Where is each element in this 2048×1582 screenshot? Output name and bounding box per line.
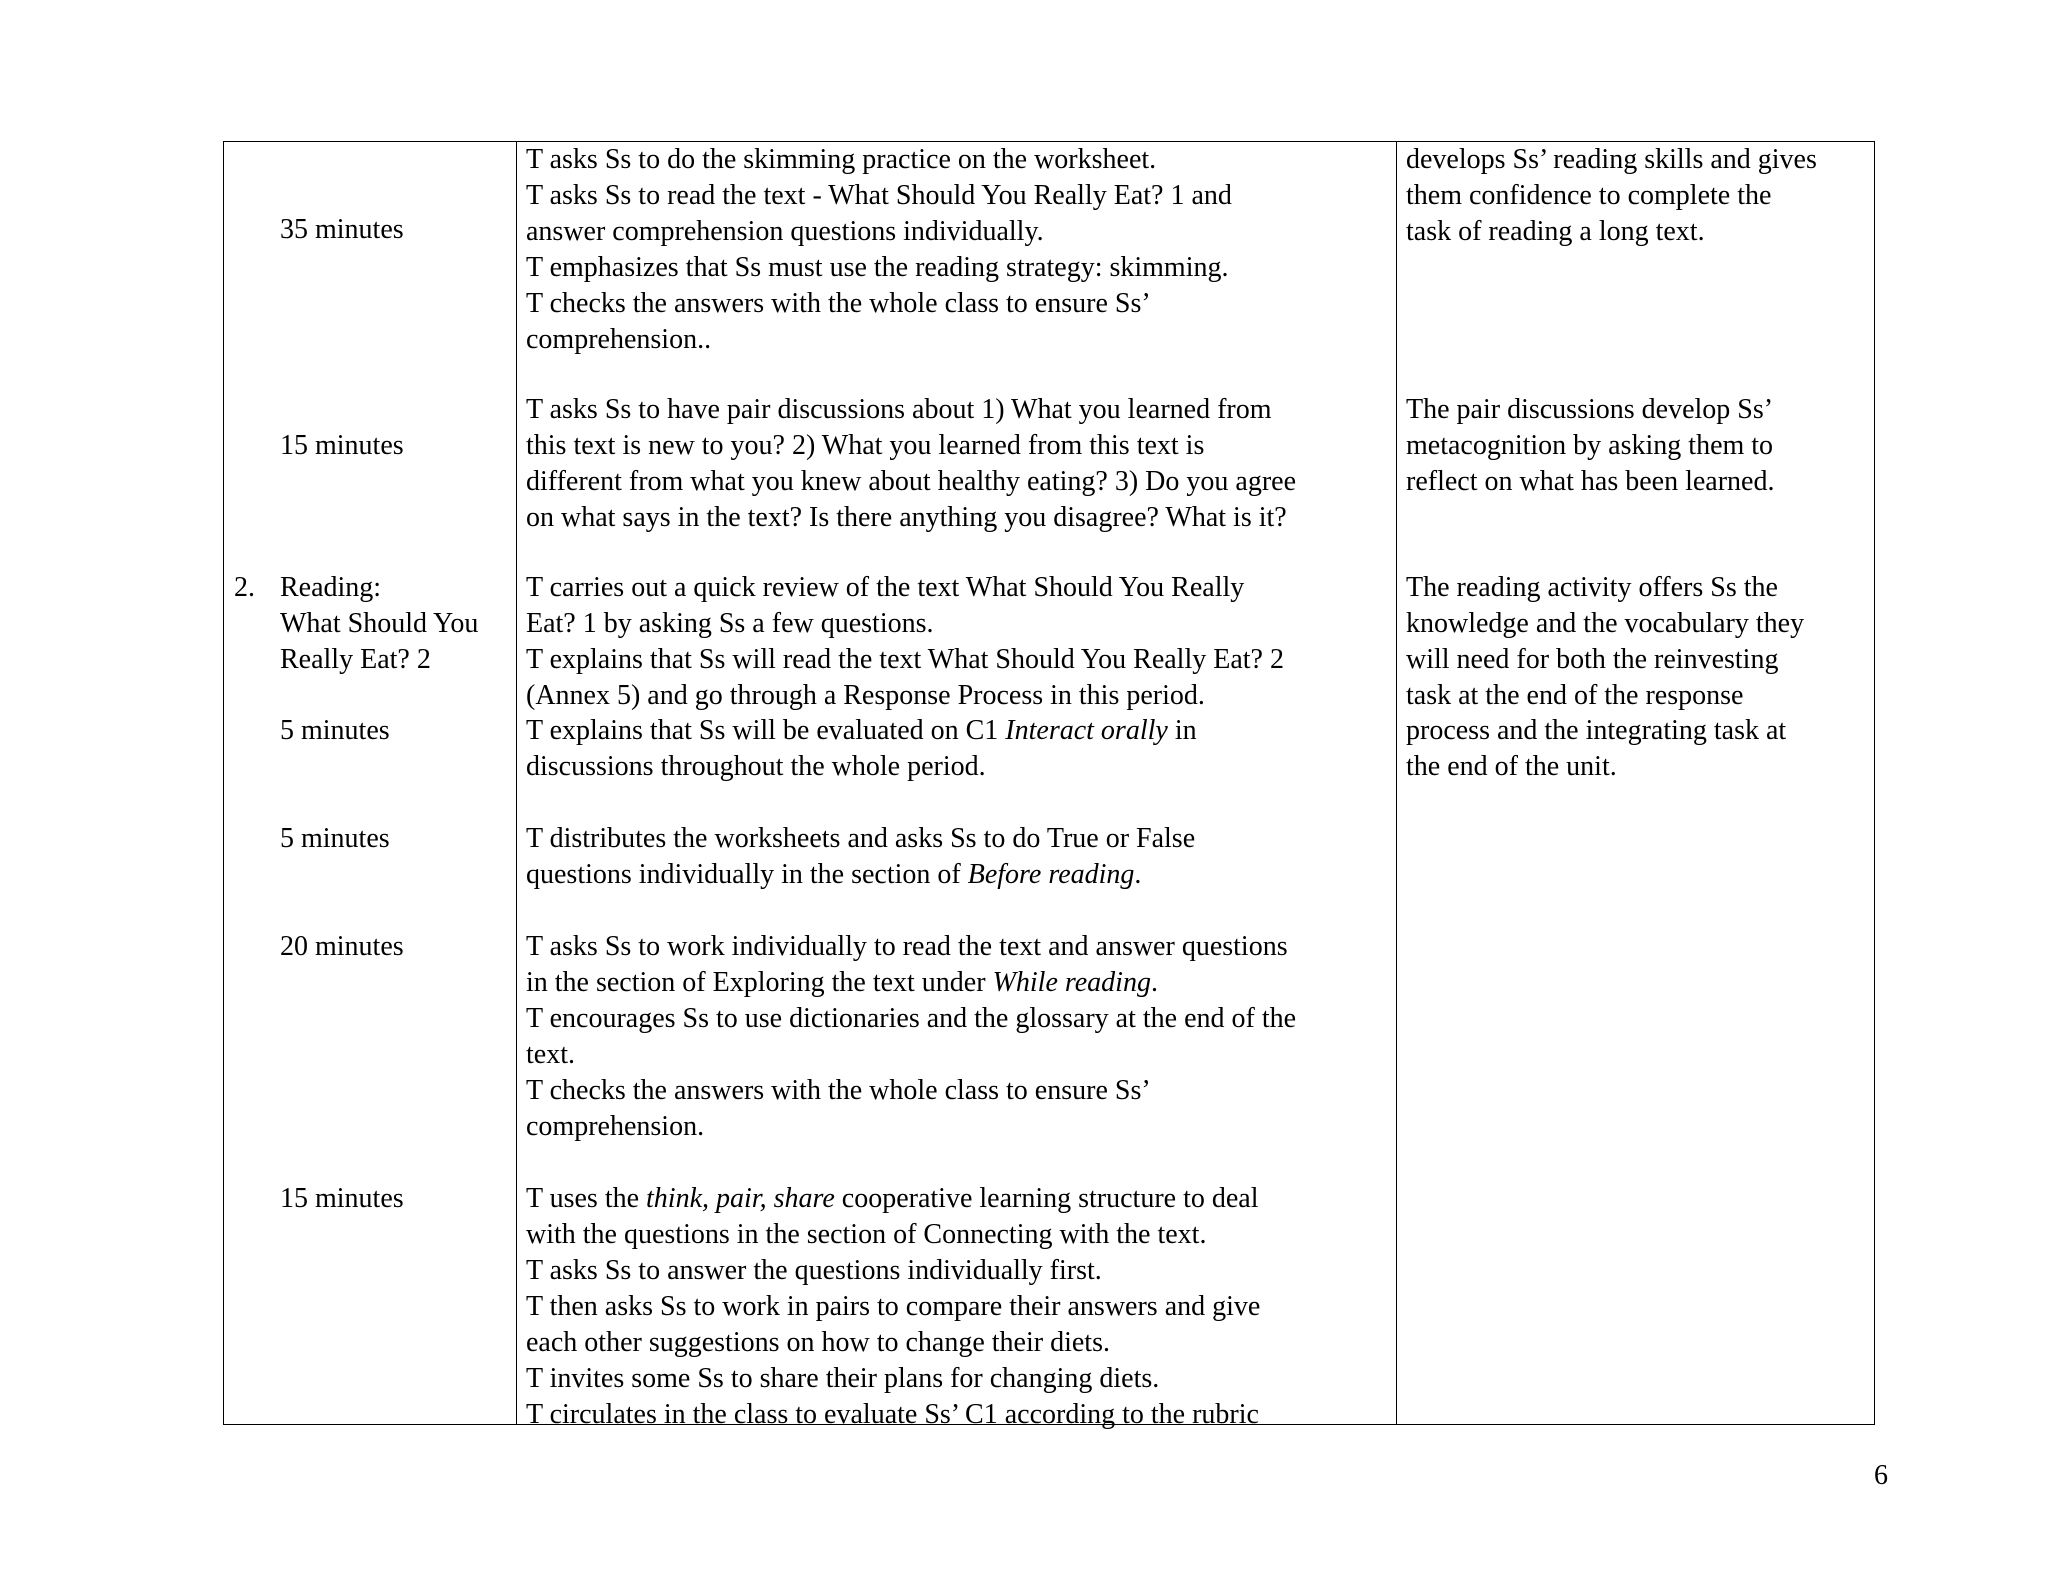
procedure-line: T distributes the worksheets and asks Ss to do True or False — [526, 823, 1196, 854]
text-run: in — [1167, 715, 1197, 746]
procedure-line: discussions throughout the whole period. — [526, 751, 986, 782]
section-title: Really Eat? 2 — [280, 644, 431, 675]
procedure-line — [526, 857, 1141, 893]
text-run: . — [1150, 967, 1158, 998]
procedure-line: comprehension. — [526, 1111, 705, 1142]
procedure-line: T asks Ss to read the text - What Should You Really Eat? 1 and — [526, 180, 1232, 211]
rationale-line: the end of the unit. — [1406, 751, 1617, 782]
procedure-line: answer comprehension questions individually. — [526, 216, 1044, 247]
text-run: in the section of Exploring the text under — [526, 967, 993, 998]
emphasis-text: think, pair, share — [646, 1183, 835, 1214]
procedure-line: comprehension.. — [526, 324, 712, 355]
page-number: 6 — [1874, 1460, 1888, 1491]
procedure-line: T asks Ss to answer the questions individually first. — [526, 1255, 1102, 1286]
rationale-line: them confidence to complete the — [1406, 180, 1772, 211]
rationale-line: task at the end of the response — [1406, 680, 1744, 711]
text-run: cooperative learning structure to deal — [834, 1183, 1259, 1214]
procedure-line: with the questions in the section of Connecting with the text. — [526, 1219, 1207, 1250]
procedure-line: on what says in the text? Is there anything you disagree? What is it? — [526, 502, 1287, 533]
time-label: 15 minutes — [280, 1183, 404, 1214]
text-run: T explains that Ss will be evaluated on C1 — [526, 715, 1006, 746]
procedure-line: T checks the answers with the whole class to ensure Ss’ — [526, 288, 1151, 319]
procedure-line: T checks the answers with the whole class to ensure Ss’ — [526, 1075, 1151, 1106]
procedure-line — [526, 1181, 1259, 1217]
procedure-line: Eat? 1 by asking Ss a few questions. — [526, 608, 934, 639]
emphasis-text: While reading — [992, 967, 1151, 998]
procedure-line: (Annex 5) and go through a Response Process in this period. — [526, 680, 1205, 711]
text-run: T uses the — [526, 1183, 647, 1214]
procedure-line: T carries out a quick review of the text What Should You Really — [526, 572, 1245, 603]
emphasis-text: Interact orally — [1005, 715, 1168, 746]
section-title: Reading: — [280, 572, 382, 603]
rationale-line: will need for both the reinvesting — [1406, 644, 1779, 675]
section-number: 2. — [234, 572, 255, 603]
procedure-line: T encourages Ss to use dictionaries and the glossary at the end of the — [526, 1003, 1297, 1034]
procedure-line: text. — [526, 1039, 575, 1070]
procedure-line: this text is new to you? 2) What you learned from this text is — [526, 430, 1205, 461]
procedure-line — [526, 713, 1197, 749]
procedure-line: different from what you knew about healthy eating? 3) Do you agree — [526, 466, 1296, 497]
procedure-line: T then asks Ss to work in pairs to compare their answers and give — [526, 1291, 1261, 1322]
lesson-plan-table — [223, 141, 1875, 1430]
procedure-line: each other suggestions on how to change their diets. — [526, 1327, 1110, 1358]
rationale-line: The pair discussions develop Ss’ — [1406, 394, 1774, 425]
procedure-line: T asks Ss to work individually to read the text and answer questions — [526, 931, 1288, 962]
time-label: 35 minutes — [280, 214, 404, 245]
procedure-line: T explains that Ss will read the text What Should You Really Eat? 2 — [526, 644, 1284, 675]
rationale-line: process and the integrating task at — [1406, 715, 1787, 746]
text-run: . — [1134, 859, 1142, 890]
time-label: 20 minutes — [280, 931, 404, 962]
column-divider — [1396, 142, 1397, 1424]
rationale-line: task of reading a long text. — [1406, 216, 1705, 247]
procedure-line: T asks Ss to have pair discussions about 1) What you learned from — [526, 394, 1272, 425]
time-label: 5 minutes — [280, 715, 390, 746]
procedure-line: T asks Ss to do the skimming practice on the worksheet. — [526, 144, 1157, 175]
column-divider — [516, 142, 517, 1424]
time-label: 5 minutes — [280, 823, 390, 854]
time-label: 15 minutes — [280, 430, 404, 461]
emphasis-text: Before reading — [967, 859, 1135, 890]
rationale-line: reflect on what has been learned. — [1406, 466, 1775, 497]
procedure-line — [526, 965, 1158, 1001]
section-title: What Should You — [280, 608, 479, 639]
rationale-line: knowledge and the vocabulary they — [1406, 608, 1805, 639]
procedure-line: T invites some Ss to share their plans for changing diets. — [526, 1363, 1160, 1394]
rationale-line: The reading activity offers Ss the — [1406, 572, 1778, 603]
procedure-line: T emphasizes that Ss must use the reading strategy: skimming. — [526, 252, 1229, 283]
procedure-line: T circulates in the class to evaluate Ss’ C1 according to the rubric — [526, 1399, 1259, 1430]
text-run: questions individually in the section of — [526, 859, 968, 890]
rationale-line: develops Ss’ reading skills and gives — [1406, 144, 1817, 175]
rationale-line: metacognition by asking them to — [1406, 430, 1774, 461]
